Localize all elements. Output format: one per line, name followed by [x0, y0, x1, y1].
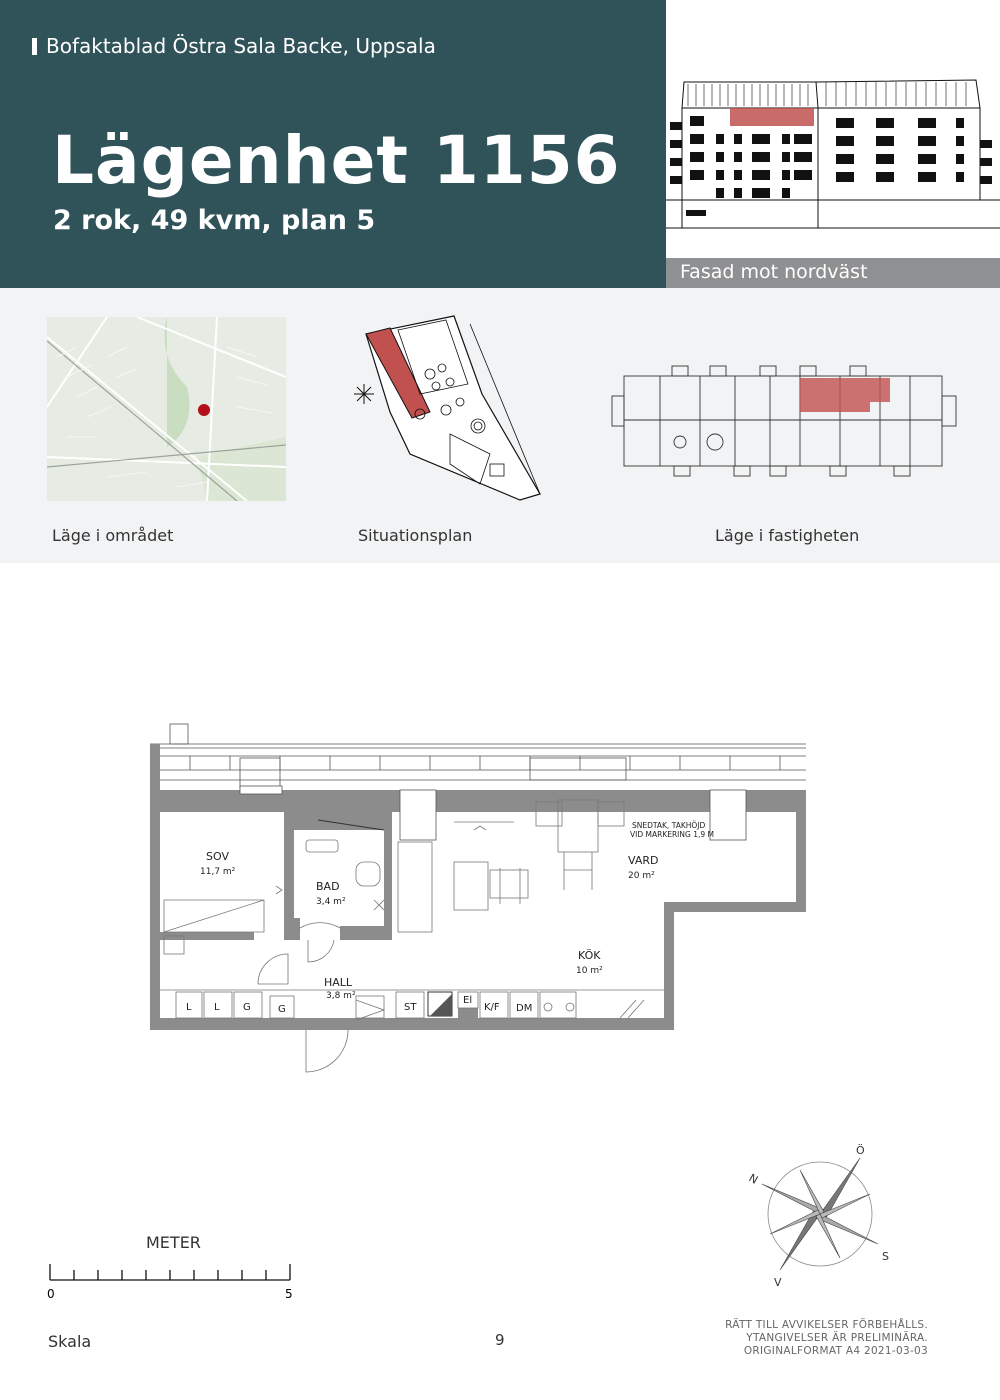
- scale-unit-label: METER: [146, 1233, 201, 1252]
- site-plan: [350, 314, 550, 504]
- compass-rose-icon: [740, 1140, 900, 1290]
- fixture-el: El: [463, 995, 473, 1006]
- room-bad-area: 3,4 m²: [316, 897, 346, 907]
- room-vard-area: 20 m²: [628, 871, 655, 881]
- facade-panel: [666, 0, 1000, 288]
- fixture-g-1: G: [243, 1002, 251, 1013]
- room-kok-area: 10 m²: [576, 966, 603, 976]
- overview-band: [0, 288, 1000, 563]
- scale-caption: Skala: [48, 1332, 92, 1351]
- map-label: Läge i området: [52, 526, 174, 545]
- facade-drawing: [666, 60, 1000, 240]
- fixture-l-1: L: [186, 1002, 192, 1013]
- disclaimer-line-2: YTANGIVELSER ÄR PRELIMINÄRA.: [746, 1332, 928, 1344]
- ceiling-note-line1: SNEDTAK, TAKHÖJD: [632, 821, 706, 830]
- building-apartment-highlight: [800, 378, 890, 412]
- area-map: [47, 317, 286, 501]
- fixture-dm: DM: [516, 1003, 533, 1014]
- scale-max: 5: [285, 1287, 293, 1301]
- facade-apartment-highlight: [730, 108, 814, 126]
- building-floor-location: [610, 362, 960, 482]
- fixture-l-2: L: [214, 1002, 220, 1013]
- disclaimer-line-3: ORIGINALFORMAT A4 2021-03-03: [743, 1345, 928, 1357]
- ceiling-note-line2: VID MARKERING 1,9 M: [630, 830, 714, 839]
- header-banner: [0, 0, 666, 288]
- compass-n: N: [746, 1171, 761, 1187]
- room-hall-area: 3,8 m²: [326, 991, 356, 1001]
- room-sov: SOV: [206, 850, 229, 863]
- room-bad: BAD: [316, 880, 340, 893]
- disclaimer: [725, 1319, 928, 1358]
- breadcrumb-text: Bofaktablad Östra Sala Backe, Uppsala: [46, 34, 436, 58]
- site-north-arrow: [354, 384, 374, 404]
- breadcrumb: [32, 34, 436, 58]
- page-number: 9: [495, 1331, 505, 1349]
- building-location-label: Läge i fastigheten: [715, 526, 860, 545]
- compass-v: V: [774, 1276, 782, 1289]
- room-kok: KÖK: [578, 949, 601, 962]
- compass-o: Ö: [856, 1144, 865, 1157]
- room-vard: VARD: [628, 854, 659, 867]
- compass-s: S: [882, 1250, 889, 1263]
- page-subtitle: 2 rok, 49 kvm, plan 5: [53, 205, 376, 236]
- disclaimer-line-1: RÄTT TILL AVVIKELSER FÖRBEHÅLLS.: [725, 1319, 928, 1331]
- breadcrumb-marker: [32, 38, 37, 55]
- site-plan-label: Situationsplan: [358, 526, 473, 545]
- facade-caption: Fasad mot nordväst: [666, 258, 1000, 288]
- room-sov-area: 11,7 m²: [200, 867, 236, 877]
- location-marker: [198, 404, 210, 416]
- fixture-st: ST: [404, 1002, 417, 1013]
- fixture-kf: K/F: [484, 1002, 500, 1013]
- scale-min: 0: [47, 1287, 55, 1301]
- room-hall: HALL: [324, 976, 353, 989]
- fixture-g-2: G: [278, 1004, 286, 1015]
- page-title: Lägenhet 1156: [52, 122, 621, 199]
- floor-plan: [0, 700, 1000, 1080]
- scale-bar: [46, 1232, 306, 1302]
